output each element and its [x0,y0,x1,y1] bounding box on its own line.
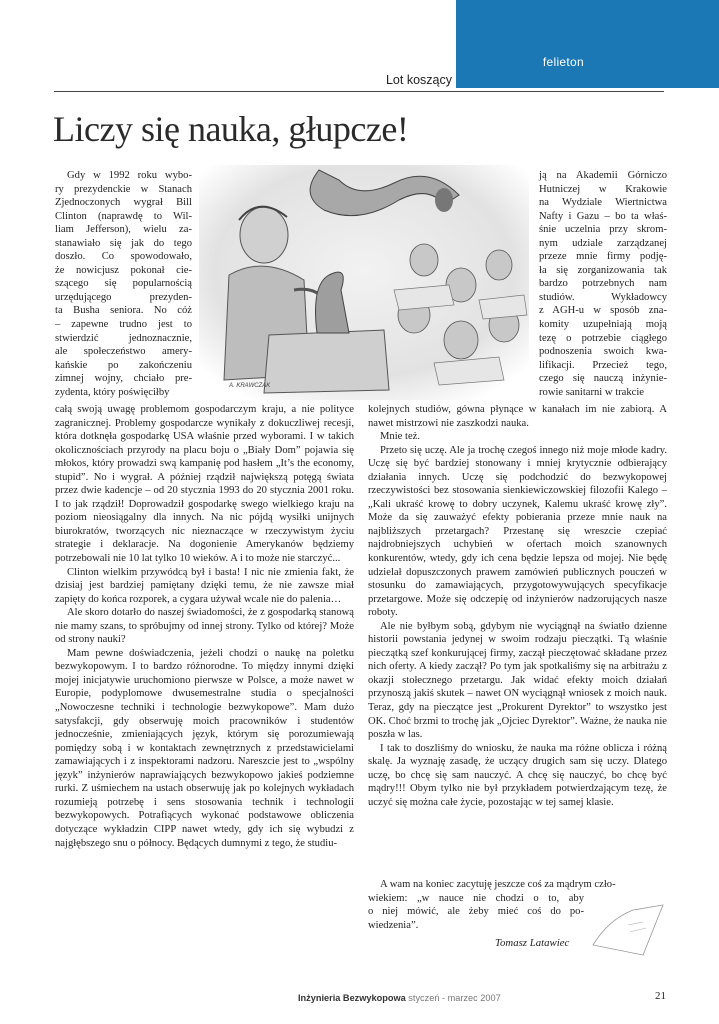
text-line: bardzo potrzebnych nam [539,278,667,290]
rubric-divider [54,91,664,92]
text-line: ale społeczeństwo amery- [55,346,192,358]
right-column-body [368,403,667,809]
text-line: urzędującego prezyden- [55,291,192,303]
text-line: Gdy w 1992 roku wybo- [67,170,192,181]
paragraph: Przeto się uczę. Ale ja trochę czegoś innego niż moje młode kadry. Uczę się być bardziej stonowany i mniej krytycznie odbierający działania innych. Uczę się podchodzić do bezwykopowej rzeczywistości bez stosowania sienkiewiczowskiej filozofii Kalego – „Kali ukraść krowę to dobry uczynek, Kalemu ukraść krowę zły”. Może da się zauważyć efekty pobierania przeze mnie nauk na najbliższych przetargach? Przestanę się wreszcie czepiać najdrobniejszych uchybień w ofertach moich szanownych konkurentów, wtedy, gdy ich cena będzie lepsza od mojej. Nie będę udzielał dopuszczonych prawem zamówień publicznych pouczeń w stosunku do zamawiających, przygotowywujących specyfikacje przetargowe. Może się odczepię od inżynierów nadzorujących nasze roboty. [368,444,667,619]
text-line: – zapewne trudno jest to [55,319,192,331]
text-line: liam Jefferson), wielu za- [55,224,192,236]
page-number: 21 [655,990,666,1002]
text-line: Nafty i Gazu – bo ta właś- [539,210,667,222]
text-line: Zjednoczonych wygrał Bill [55,197,192,209]
text-line: kańskie po zakończeniu [55,359,192,371]
section-tag: felieton [542,55,584,69]
left-column-intro [55,169,192,399]
paragraph: Ale nie byłbym sobą, gdybym nie wyciągnął na światło dzienne historii powstania jedynej w swoim rodzaju pieczątki. Tą właśnie pieczątką szef konkurującej firmy, zaczął pieczętować składane przez nich oferty. A kiedy zaczął? Po tym jak spotkaliśmy się na arbitrażu z okazji stołecznego przetargu. Jak widać efekty moich działań przynoszą jakiś skutek – nawet ON wyciągnął wniosek z moich nauk. Teraz, gdy na pieczątce jest „Prokurent Dyrektor” to wszystko jest OK. Choć brzmi to trochę jak „Ojciec Dyrektor”. Ważne, że nauka nie poszła w las. [368,620,667,741]
paragraph: Clinton wielkim przywódcą był i basta! I nic nie zmienia fakt, że dzisiaj jest bardziej pamiętany dzięki temu, że nie zawsze miał zapięty do końca rozporek, a cygara używał wcale nie do palenia… [55,566,354,605]
text-line: śnie uczelnia przy skrom- [539,224,667,236]
illustration-signature: A. KRAWCZAK [229,383,271,389]
author-signature: Tomasz Latawiec [495,937,570,949]
text-line: przeze mnie firmy podję- [539,251,667,263]
issue-date: styczeń - marzec 2007 [408,993,501,1003]
publication-name: Inżynieria Bezwykopowa [298,993,406,1003]
paragraph: kolejnych studiów, gówna płynące w kanałach im nie zabiorą. A nawet mistrzowi nie zaszkodzi nauka. [368,404,667,429]
text-line: tezę o potrzebie ciągłego [539,332,667,344]
section-tag-box [456,0,719,88]
footer-publication [298,993,501,1003]
text-line: komity uzupełniają moją [539,319,667,331]
text-line: A wam na koniec zacytuję jeszcze coś za mądrym czło- [380,879,616,890]
text-line: lifikacji. Przecież tego, [539,359,667,371]
paragraph: Ale skoro dotarło do naszej świadomości, że z gospodarką stanową nie mamy szans, to spróbujmy od innej strony. Tylko od której? Może od strony nauki? [55,607,354,646]
text-line: ją na Akademii Górniczo [539,170,667,181]
text-line: stwierdzić jednoznacznie, [55,332,192,344]
text-line: nym udziale zarządzanej [539,237,667,249]
text-line: z AGH-u w sposób zna- [539,305,667,317]
text-line: ry prezydenckie w Stanach [55,183,192,195]
text-line: wiekiem: „w nauce nie chodzi o to, aby [368,892,584,904]
text-line: szącego się popularnością [55,278,192,290]
text-line: Clinton (naprawdę to Wil- [55,210,192,222]
text-line: ła się zorganizowania tak [539,264,667,276]
paragraph: całą swoją uwagę problemom gospodarczym kraju, a nie polityce zagranicznej. Problemy gospodarcze wynikały z dokuczliwej recesji, która dotknęła gospodarkę USA właśnie przed wyborami. I w takich okolicznościach przyrody na placu boju o „Biały Dom” pojawia się młokos, który prowadzi swą kampanię pod hasłem „It’s the economy, stupid”. No i wygrał. A później rządził największą potęgą świata przez dwie kadencje – od 20 stycznia 1993 do 20 stycznia 2001 roku. I to jak rządził! Doprowadził gospodarkę swego wielkiego kraju na poziom nieosiągalny dla innych. Na nic pójdą wysiłki unijnych biurokratów, tworzących nic nieznaczące w rzeczywistym życiu strategie i deklaracje. Na dogonienie Amerykanów będziemy potrzebowali nie 10 lat tylko 10 wieków. A i to może nie starczyć... [55,404,354,565]
paragraph: Mam pewne doświadczenia, jeżeli chodzi o naukę na poletku bezwykopowym. I to bardzo różnorodne. To między innymi dzięki mojej inicjatywie uruchomiono pierwsze w Polsce, a może nawet w Europie, podyplomowe dwusemestralne studia o specjalności „Nowoczesne techniki i technologie bezwykopowe”. Mam dużo satysfakcji, gdy obserwuję moich pracowników i studentów jednocześnie, zmieniających język, którym się porozumiewają pomiędzy sobą i w kontaktach zewnętrznych z przedstawicielami zamawiających i z inspektorami nadzoru. Nareszcie jest to „wspólny język” inżynierów naprawiających bezwykopowo jakieś podziemne rurki. Z uśmiechem na ustach obserwuję jak po kolejnych wykładach rozumieją potrzebę i sens stosowania technik i technologii bezwykopowych. Potrafiących wykonać podstawowe obliczenia dotyczące wykładzin CIPP nawet wtedy, gdy ich się wybudzi z najgłębszego snu o północy. Będących dumnymi z tego, że studiu- [55,647,354,849]
text-line: rowie sanitarni w trakcie [539,386,645,398]
paragraph: I tak to doszliśmy do wniosku, że nauka ma różne oblicza i różną skalę. Ja wyznaję zasadę, że uczący drugich sam się uczy. Dlatego uczę, bo chcę się sam nauczyć. A chcę się nauczyć, bo chcę być mądry!!! Obym tylko nie był przykładem potwierdzającym tezę, że uczyć się można całe życie, pozostając w tej samej klasie. [368,742,667,808]
paragraph: Mnie też. [380,431,421,443]
text-line: doszło. Co spowodowało, [55,251,192,263]
text-line: czego się nauczą inżynie- [539,373,667,385]
closing-quote [368,878,616,932]
article-title: Liczy się nauka, głupcze! [53,109,409,149]
text-line: ta Busha seniora. No cóż [55,305,192,317]
text-line: o niej mówić, ale żeby mieć coś do po- [368,906,584,918]
text-line: stanawiało się jak do tego [55,237,192,249]
text-line: że nowicjusz pokonał cie- [55,264,192,276]
text-line: zimnej wojny, chciało pre- [55,373,192,385]
text-line: na Wydziale Wiertnictwa [539,197,667,209]
text-line: Hutniczej w Krakowie [539,183,667,195]
left-column-body [55,403,354,850]
text-line: zydenta, który poświęciłby [55,386,170,398]
right-column-intro [539,169,667,399]
text-line: podnoszenia swoich kwa- [539,346,667,358]
text-line: studiów. Wykładowcy [539,291,667,303]
paper-doodle-icon [588,900,668,960]
rubric-label: Lot koszący [385,73,452,87]
cartoon-illustration [199,165,529,400]
text-line: wiedzenia”. [368,919,419,931]
